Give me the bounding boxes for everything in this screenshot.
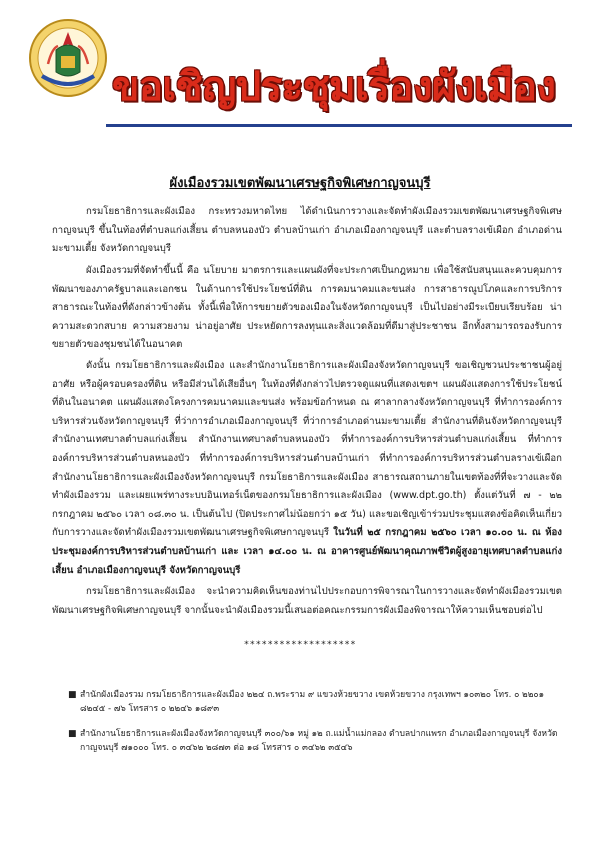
bullet-icon: ■ xyxy=(68,690,77,700)
separator: ******************* xyxy=(243,640,357,650)
paragraph-intro-text: กรมโยธาธิการและผังเมือง กระทรวงมหาดไทย ได้ดำเนินการวางและจัดทำผังเมืองรวมเขตพัฒนาเศรษฐกิจพิเศษกาญจนบุรี ขึ้นในท้องที่ตำบลแก่งเสี้ยน ตำบลหนองบัว ตำบลบ้านเก่า อำเภอเมืองกาญจนบุรี และตำบลรางเข้เผือก อำเภอด่านมะขามเตี้ย จังหวัดกาญจนบุรี xyxy=(52,206,562,255)
paragraph-purpose xyxy=(52,262,562,355)
contact-text: สำนักผังเมืองรวม กรมโยธาธิการและผังเมือง ๒๒๔ ถ.พระราม ๙ แขวงห้วยขวาง เขตห้วยขวาง กรุงเทพฯ ๑๐๓๒๐ โทร. ๐ ๒๒๐๑ ๘๒๔๕ - ๗๖ โทรสาร ๐ ๒๒๔๖ ๑๘๙๓ xyxy=(80,690,545,714)
paragraph-closing xyxy=(52,583,562,620)
page-headline: ขอเชิญประชุมเรื่องผังเมือง xyxy=(112,63,556,110)
document-title: ผังเมืองรวมเขตพัฒนาเศรษฐกิจพิเศษกาญจนบุรี xyxy=(169,176,431,191)
paragraph-invitation-text: ดังนั้น กรมโยธาธิการและผังเมือง และสำนักงานโยธาธิการและผังเมืองจังหวัดกาญจนบุรี ขอเชิญชวนประชาชนผู้อยู่อาศัย หรือผู้ครอบครองที่ดิน หรือมีส่วนได้เสียอื่นๆ ในท้องที่ดังกล่าวไปตรวจดูแผนที่แสดงเขตฯ แผนผังแสดงการใช้ประโยชน์ที่ดินในอนาคต แผนผังแสดงโครงการคมนาคมและขนส่ง พร้อมข้อกำหนด ณ ศาลากลางจังหวัดกาญจนบุรี ที่ทำการองค์การบริหารส่วนจังหวัดกาญจนบุรี ที่ว่าการอำเภอเมืองกาญจนบุรี ที่ว่าการอำเภอด่านมะขามเตี้ย สำนักงานที่ดินจังหวัดกาญจนบุรี สำนักงานเทศบาลตำบลแก่งเสี้ยน สำนักงานเทศบาลตำบลหนองบัว ที่ทำการองค์การบริหารส่วนตำบลแก่งเสี้ยน ที่ทำการองค์การบริหารส่วนตำบลหนองบัว ที่ทำการองค์การบริหารส่วนตำบลบ้านเก่า ที่ทำการองค์การบริหารส่วนตำบลรางเข้เผือก สำนักงานโยธาธิการและผังเมืองจังหวัดกาญจนบุรี กรมโยธาธิการและผังเมือง สาธารณสถานภายในเขตท้องที่ที่จะวางและจัดทำผังเมืองรวม และเผยแพร่ทางระบบอินเทอร์เน็ตของกรมโยธาธิการและผังเมือง (www.dpt.go.th) ตั้งแต่วันที่ ๗ - ๒๒ กรกฎาคม ๒๕๖๐ เวลา ๐๘.๓๐ น. เป็นต้นไป (ปิดประกาศไม่น้อยกว่า ๑๕ วัน) และขอเชิญเข้าร่วมประชุมแสดงข้อคิดเห็นเกี่ยวกับการวางและจัดทำผังเมืองรวมเขตพัฒนาเศรษฐกิจพิเศษกาญจนบุรี xyxy=(52,360,562,539)
bullet-icon: ■ xyxy=(68,729,77,739)
contact-text: สำนักงานโยธาธิการและผังเมืองจังหวัดกาญจนบุรี ๓๐๐/๖๑ หมู่ ๑๒ ถ.แม่น้ำแม่กลอง ตำบลปากแพรก อำเภอเมืองกาญจนบุรี จังหวัดกาญจนบุรี ๗๑๐๐๐ โทร. ๐ ๓๔๖๒ ๒๘๗๓ ต่อ ๑๘ โทรสาร ๐ ๓๔๖๒ ๓๕๔๖ xyxy=(80,729,558,753)
meeting-schedule: ในวันที่ ๒๕ กรกฎาคม ๒๕๖๐ เวลา ๑๐.๐๐ น. ณ ห้องประชุมองค์การบริหารส่วนตำบลบ้านเก่า และ เวลา ๑๔.๐๐ น. ณ อาคารศูนย์พัฒนาคุณภาพชีวิตผู้สูงอายุเทศบาลตำบลแก่งเสี้ยน อำเภอเมืองกาญจนบุรี จังหวัดกาญจนบุรี xyxy=(52,527,562,576)
paragraph-invitation xyxy=(52,357,562,580)
paragraph-purpose-text: ผังเมืองรวมที่จัดทำขึ้นนี้ คือ นโยบาย มาตรการและแผนผังที่จะประกาศเป็นกฎหมาย เพื่อใช้สนับสนุนและควบคุมการพัฒนาของภาครัฐบาลและเอกชน ในด้านการใช้ประโยชน์ที่ดิน การคมนาคมและขนส่ง การสาธารณูปโภคและการบริการสาธารณะในท้องที่ดังกล่าวข้างต้น ทั้งนี้เพื่อให้การขยายตัวของเมืองในจังหวัดกาญจนบุรี เป็นไปอย่างมีระเบียบเรียบร้อย น่าความสะดวกสบาย ความสวยงาม น่าอยู่อาศัย ประหยัดการลงทุนและสิ่งแวดล้อมที่ดีมาสู่ประชาชน อีกทั้งสามารถรองรับการขยายตัวของชุมชนได้ในอนาคต xyxy=(52,265,562,351)
contact-item xyxy=(68,727,560,755)
header-divider xyxy=(106,124,572,127)
paragraph-intro xyxy=(52,203,562,259)
contact-item xyxy=(68,688,560,716)
paragraph-closing-text: กรมโยธาธิการและผังเมือง จะนำความคิดเห็นของท่านไปประกอบการพิจารณาในการวางและจัดทำผังเมืองรวมเขตพัฒนาเศรษฐกิจพิเศษกาญจนบุรี จากนั้นจะนำผังเมืองรวมนี้เสนอต่อคณะกรรมการผังเมืองพิจารณาให้ความเห็นชอบต่อไป xyxy=(52,586,562,616)
department-seal-icon xyxy=(28,18,108,98)
